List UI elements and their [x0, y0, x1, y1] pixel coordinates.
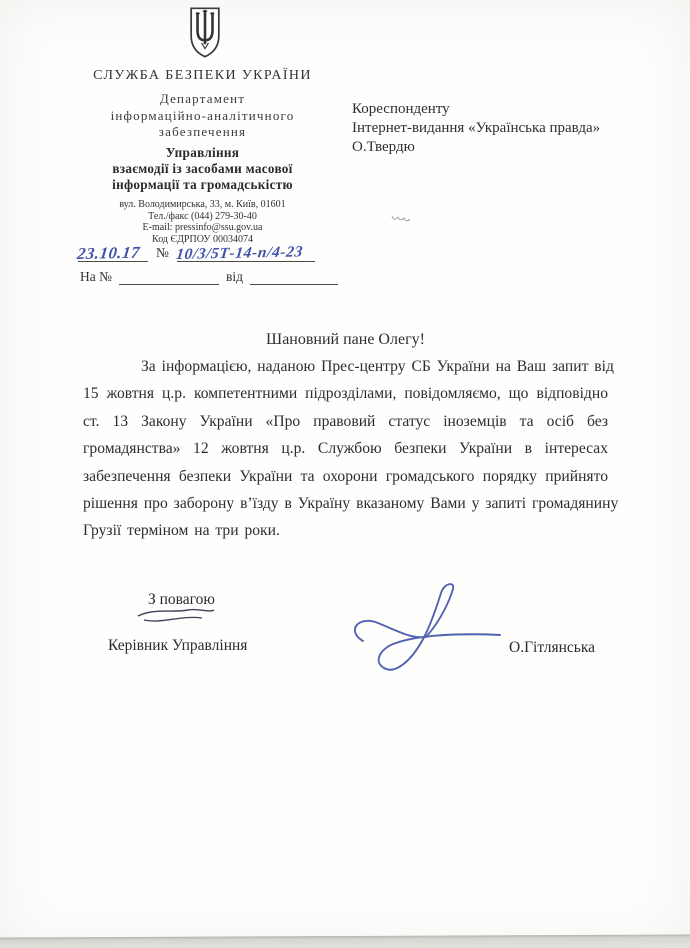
reference-row [78, 240, 315, 262]
department-line: інформаційно-аналітичного [110, 107, 295, 123]
address-block [60, 199, 345, 245]
recipient-line: О.Твердю [352, 138, 415, 155]
scan-paper-edge [0, 934, 690, 948]
body-line: 15 жовтня ц.р. компетентними підрозділами, повідомляємо, що відповідно [83, 385, 608, 403]
recipient-block [352, 100, 662, 156]
reply-to-label: На № [80, 269, 112, 284]
regards-text: З повагою [148, 591, 215, 608]
department-line: Департамент [159, 91, 246, 106]
address-line: Код ЄДРПОУ 00034074 [152, 233, 253, 245]
salutation: Шановний пане Олегу! [266, 331, 425, 348]
unit-line: взаємодії із засобами масової [112, 161, 293, 176]
body-line: рішення про заборону в’їзду в Україну вказаному Вами у запиті громадянину [83, 494, 619, 512]
body-line: За інформацією, наданою Прес-центру СБ України на Ваш запит від [141, 358, 614, 375]
department-block [60, 91, 345, 141]
signature-ink-icon [338, 579, 510, 681]
number-sign: № [156, 245, 169, 260]
address-line: вул. Володимирська, 33, м. Київ, 01601 [119, 199, 286, 210]
unit-line: інформації та громадськістю [112, 177, 293, 192]
reply-from-label: від [226, 269, 243, 284]
faint-pen-scribble [390, 212, 418, 224]
recipient-line: Інтернет-видання «Українська правда» [352, 119, 601, 136]
unit-block [60, 145, 345, 193]
address-line: E-mail: pressinfo@ssu.gov.ua [142, 222, 263, 233]
org-name: СЛУЖБА БЕЗПЕКИ УКРАЇНИ [93, 68, 312, 83]
body-line: Грузії терміном на три роки. [83, 522, 280, 540]
regards-pen-flourish-icon [136, 606, 216, 626]
signer-name: О.Гітлянська [509, 639, 596, 656]
handwritten-date: 23.10.17 [76, 242, 142, 264]
reply-date-blank [250, 268, 338, 285]
letter-body [83, 358, 619, 550]
address-line: Тел./факс (044) 279-30-40 [148, 210, 257, 222]
body-line: забезпечення безпеки України та охорони громадського порядку прийнято [83, 467, 608, 485]
unit-line: Управління [165, 145, 240, 160]
date-blank-line [76, 242, 148, 264]
signer-title: Керівник Управління [108, 637, 248, 654]
department-line: забезпечення [158, 124, 247, 139]
reply-reference-row [80, 267, 338, 285]
body-line: громадянства» 12 жовтня ц.р. Службою безпеки України в інтересах [83, 440, 608, 458]
reply-number-blank [119, 268, 219, 285]
trident-emblem-icon [186, 6, 224, 59]
recipient-line: Кореспонденту [352, 101, 450, 117]
handwritten-number: 10/3/5Т-14-п/4-23 [175, 243, 304, 264]
body-line: ст. 13 Закону України «Про правовий статус іноземців та осіб без [83, 412, 608, 430]
number-blank-line [177, 245, 315, 262]
